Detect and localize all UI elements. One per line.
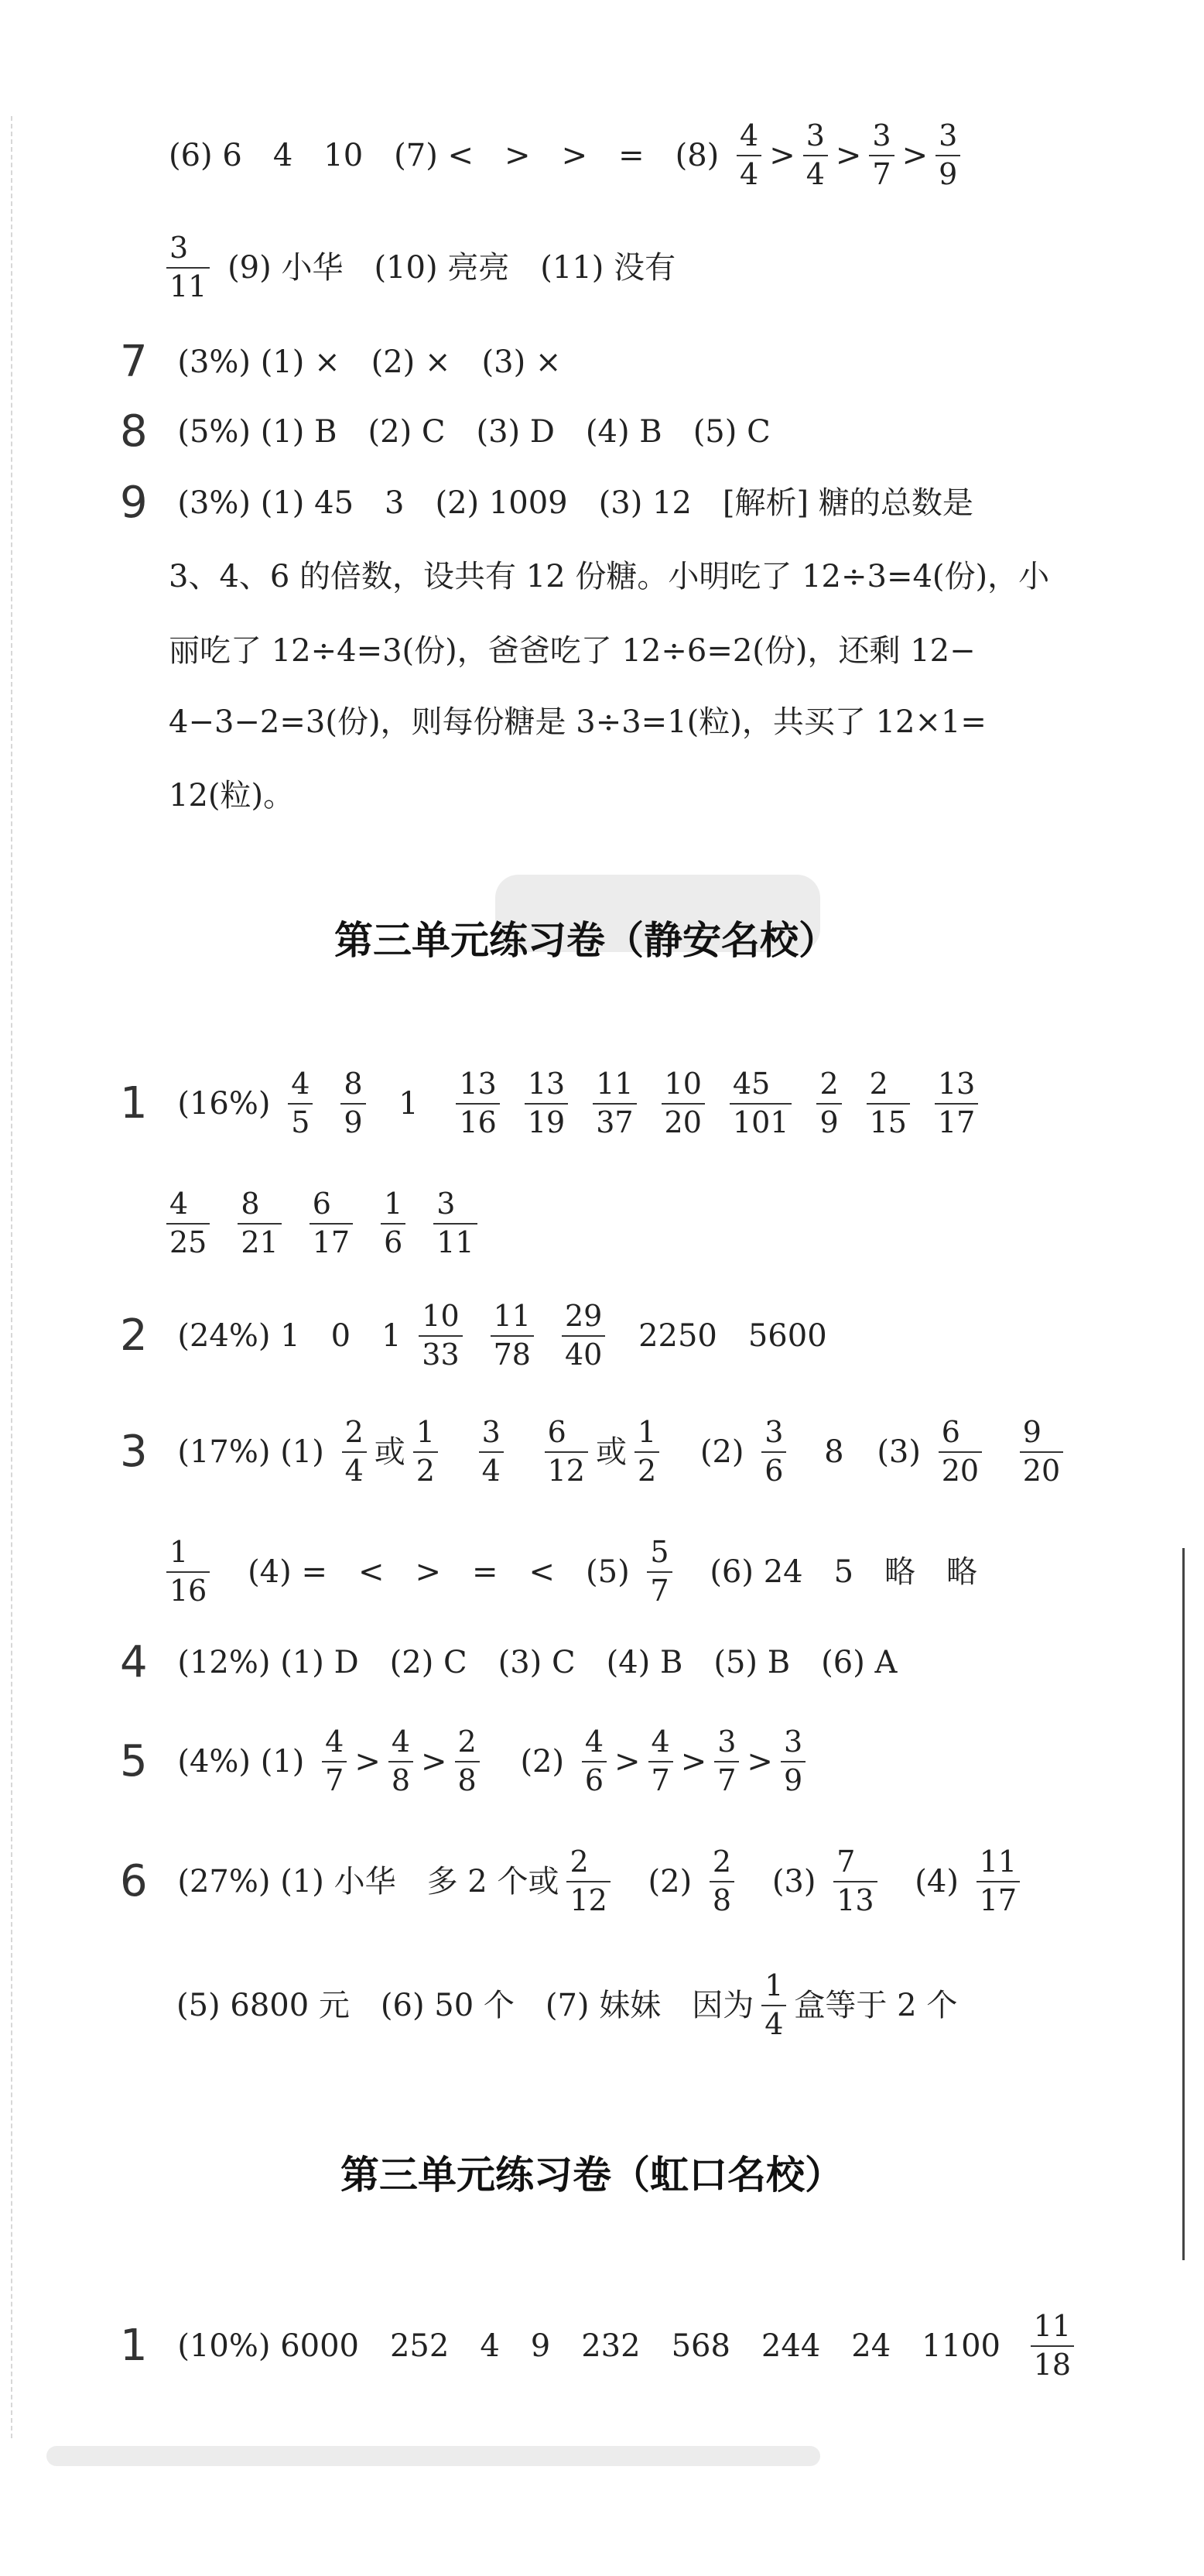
page-edge-line xyxy=(1182,1548,1185,2260)
fraction: $\frac{1}{2}$ xyxy=(634,1416,659,1488)
numerator: 2 xyxy=(819,1067,839,1101)
denominator: 33 xyxy=(422,1337,460,1372)
fraction-bar xyxy=(525,1103,568,1105)
fraction-bar xyxy=(582,1761,607,1762)
denominator: 7 xyxy=(651,1762,670,1797)
numerator: 4 xyxy=(169,1187,189,1221)
numerator: 11 xyxy=(596,1067,634,1101)
fraction-bar xyxy=(662,1103,705,1105)
fraction-chain xyxy=(574,1726,813,1797)
question-3 xyxy=(120,1416,1071,1488)
question-number: 1 xyxy=(120,1077,148,1129)
answer-text: (6) 24 5 略 略 xyxy=(710,1553,978,1590)
denominator: 6 xyxy=(584,1762,604,1797)
fraction xyxy=(714,1726,739,1797)
fraction xyxy=(419,1300,462,1372)
answer-line xyxy=(159,1536,977,1608)
answer-number: 8 xyxy=(824,1434,844,1470)
answer-text: (3%) (1) 45 3 (2) 1009 (3) 12 [解析] 糖的总数是 xyxy=(177,485,973,521)
answer-text: (6) 6 4 10 (7) < > > = (8) xyxy=(169,137,720,173)
fraction: $\frac{7}{13}$ xyxy=(833,1846,877,1917)
numerator: 8 xyxy=(241,1187,260,1221)
greater-than-sign: > xyxy=(614,1743,641,1780)
denominator: 7 xyxy=(717,1762,737,1797)
fraction-bar xyxy=(781,1761,806,1762)
fraction-group xyxy=(159,1188,485,1259)
answer-line xyxy=(159,1188,485,1259)
fraction xyxy=(935,120,960,191)
answer-text: (27%) (1) 小华 多 2 个或 xyxy=(177,1863,559,1899)
denominator: 17 xyxy=(312,1225,351,1259)
denominator: 37 xyxy=(596,1105,634,1139)
fraction xyxy=(737,120,761,191)
fraction: $\frac{3}{4}$ xyxy=(479,1416,504,1488)
numerator: 4 xyxy=(651,1725,670,1759)
numerator: 10 xyxy=(664,1067,702,1101)
fraction xyxy=(288,1068,313,1139)
fraction-bar xyxy=(714,1761,739,1762)
denominator: 8 xyxy=(391,1762,411,1797)
numerator: 29 xyxy=(564,1299,603,1333)
denominator: 8 xyxy=(457,1762,477,1797)
answer-text: 4−3−2=3(份)，则每份糖是 3÷3=1(粒)，共买了 12×1= xyxy=(169,704,987,740)
fraction: $\frac{2}{4}$ xyxy=(342,1416,367,1488)
numerator: 3 xyxy=(717,1725,737,1759)
fraction xyxy=(869,120,894,191)
fraction-bar xyxy=(288,1103,313,1105)
answer-text: (12%) (1) D (2) C (3) C (4) B (5) B (6) A xyxy=(177,1645,898,1680)
fraction-bar xyxy=(388,1761,413,1762)
fraction-bar xyxy=(340,1103,365,1105)
question-number: 3 xyxy=(120,1426,148,1477)
denominator: 4 xyxy=(740,156,759,191)
fraction xyxy=(730,1068,792,1139)
question-9 xyxy=(120,478,973,528)
answer-line xyxy=(159,232,676,303)
numerator: 4 xyxy=(391,1725,411,1759)
answer-text: 12(粒)。 xyxy=(169,778,295,814)
fraction xyxy=(593,1068,636,1139)
fraction-bar xyxy=(867,1103,910,1105)
or-text: 或 xyxy=(374,1434,405,1470)
denominator: 7 xyxy=(325,1762,344,1797)
numerator: 4 xyxy=(325,1725,344,1759)
fraction-bar xyxy=(593,1103,636,1105)
numerator: 3 xyxy=(806,118,825,152)
numerator: 6 xyxy=(312,1187,331,1221)
fraction-bar xyxy=(803,155,828,156)
question-6 xyxy=(120,1846,1028,1917)
numerator: 13 xyxy=(527,1067,566,1101)
answer-line xyxy=(169,704,987,738)
fraction-bar xyxy=(869,155,894,156)
fraction: $\frac{6}{20}$ xyxy=(939,1416,982,1488)
denominator: 25 xyxy=(169,1225,207,1259)
greater-than-sign: > xyxy=(747,1743,773,1780)
fraction: $\frac{11}{18}$ xyxy=(1031,2311,1074,2382)
fraction xyxy=(935,1068,978,1139)
denominator: 9 xyxy=(783,1762,803,1797)
fraction xyxy=(340,1068,365,1139)
fraction: $\frac{2}{8}$ xyxy=(710,1846,734,1917)
question-1 xyxy=(120,1068,986,1139)
answer-text: (2) xyxy=(520,1743,565,1780)
fraction-bar xyxy=(816,1103,841,1105)
fraction-bar xyxy=(310,1223,353,1225)
question-number: 6 xyxy=(120,1855,148,1906)
fraction-bar xyxy=(166,1223,210,1225)
answer-text: (2) xyxy=(699,1434,744,1470)
answer-text: (2) xyxy=(648,1863,693,1899)
denominator: 21 xyxy=(241,1225,279,1259)
numerator: 4 xyxy=(291,1067,310,1101)
numerator: 2 xyxy=(869,1067,888,1101)
denominator: 15 xyxy=(869,1105,907,1139)
greater-than-sign: > xyxy=(421,1743,447,1780)
fraction: $\frac{5}{7}$ xyxy=(647,1536,672,1608)
fraction: $\frac{6}{12}$ xyxy=(545,1416,588,1488)
greater-than-sign: > xyxy=(835,137,862,173)
fraction xyxy=(166,1188,210,1259)
fraction xyxy=(803,120,828,191)
denominator: 7 xyxy=(872,156,891,191)
question-number: 5 xyxy=(120,1735,148,1786)
numerator: 1 xyxy=(384,1187,403,1221)
numerator: 10 xyxy=(422,1299,460,1333)
numerator: 8 xyxy=(344,1067,363,1101)
numerator: 3 xyxy=(872,118,891,152)
denominator: 9 xyxy=(819,1105,839,1139)
question-1 xyxy=(120,2311,1082,2382)
question-7 xyxy=(120,337,562,387)
section-title: 第三单元练习卷（虹口名校） xyxy=(340,2153,843,2197)
fraction-bar xyxy=(381,1223,405,1225)
answer-text: (4) = < > = < (5) xyxy=(248,1553,630,1590)
fraction-bar xyxy=(935,155,960,156)
denominator: 19 xyxy=(527,1105,566,1139)
fraction xyxy=(322,1726,347,1797)
question-5 xyxy=(120,1726,813,1797)
answer-text: 丽吃了 12÷4=3(份)，爸爸吃了 12÷6=2(份)，还剩 12− xyxy=(169,633,976,669)
denominator: 4 xyxy=(806,156,825,191)
answer-line xyxy=(169,120,968,191)
section-title: 第三单元练习卷（静安名校） xyxy=(334,918,837,963)
numerator: 13 xyxy=(937,1067,976,1101)
answer-text: (3) xyxy=(771,1863,816,1899)
greater-than-sign: > xyxy=(769,137,795,173)
numerator: 4 xyxy=(584,1725,604,1759)
fraction xyxy=(867,1068,910,1139)
denominator: 20 xyxy=(664,1105,702,1139)
fraction xyxy=(525,1068,568,1139)
numerator: 11 xyxy=(493,1299,531,1333)
question-number: 1 xyxy=(120,2320,148,2371)
fraction-bar xyxy=(737,155,761,156)
numerator: 4 xyxy=(740,118,759,152)
fraction xyxy=(310,1188,353,1259)
denominator: 78 xyxy=(493,1337,531,1372)
fraction-group xyxy=(280,1068,373,1139)
fraction-bar xyxy=(322,1761,347,1762)
fraction-bar xyxy=(433,1223,477,1225)
numerator: 3 xyxy=(939,118,958,152)
denominator: 9 xyxy=(939,156,958,191)
greater-than-sign: > xyxy=(680,1743,707,1780)
answer-text: (5%) (1) B (2) C (3) D (4) B (5) C xyxy=(177,414,771,450)
question-number: 8 xyxy=(120,406,148,457)
answer-number: 1 xyxy=(398,1085,419,1122)
answer-text: (4%) (1) xyxy=(177,1743,305,1780)
question-4 xyxy=(120,1637,898,1687)
fraction-bar xyxy=(562,1335,605,1337)
question-number: 9 xyxy=(120,478,148,528)
question-number: 4 xyxy=(120,1637,148,1687)
answer-line xyxy=(169,778,295,814)
or-text: 或 xyxy=(595,1434,627,1470)
binding-margin-line xyxy=(11,116,12,2438)
denominator: 6 xyxy=(384,1225,403,1259)
numerator: 3 xyxy=(436,1187,456,1221)
answer-text: 2250 5600 xyxy=(638,1317,827,1354)
answer-text: (24%) 1 0 1 xyxy=(177,1317,402,1354)
fraction: $\frac{1}{16}$ xyxy=(166,1536,210,1608)
question-number: 2 xyxy=(120,1310,148,1361)
fraction xyxy=(662,1068,705,1139)
fraction xyxy=(433,1188,477,1259)
answer-text: 3、4、6 的倍数，设共有 12 份糖。小明吃了 12÷3=4(份)，小 xyxy=(169,559,1050,594)
fraction-bar xyxy=(238,1223,281,1225)
score-percent: (16%) xyxy=(177,1085,271,1122)
answer-text: (5) 6800 元 (6) 50 个 (7) 妹妹 因为 xyxy=(176,1987,754,2023)
numerator: 45 xyxy=(732,1067,771,1101)
denominator: 101 xyxy=(732,1105,789,1139)
fraction-bar xyxy=(935,1103,978,1105)
fraction-bar xyxy=(455,1761,480,1762)
fraction-bar xyxy=(648,1761,673,1762)
fraction-group xyxy=(411,1300,613,1372)
answer-text: (3) xyxy=(877,1434,921,1470)
numerator: 13 xyxy=(459,1067,497,1101)
fraction: $\frac{1}{2}$ xyxy=(413,1416,438,1488)
fraction xyxy=(381,1188,405,1259)
answer-text: (10%) 6000 252 4 9 232 568 244 24 1100 xyxy=(177,2328,1000,2364)
fraction xyxy=(562,1300,605,1372)
fraction-chain xyxy=(314,1726,487,1797)
fraction xyxy=(648,1726,673,1797)
fraction xyxy=(238,1188,281,1259)
answer-text: 盒等于 2 个 xyxy=(794,1987,958,2023)
denominator: 5 xyxy=(291,1105,310,1139)
fraction: $\frac{2}{12}$ xyxy=(566,1846,610,1917)
fraction xyxy=(388,1726,413,1797)
answer-line xyxy=(176,1970,957,2041)
fraction: $\frac{9}{20}$ xyxy=(1020,1416,1063,1488)
fraction xyxy=(816,1068,841,1139)
fraction-group xyxy=(448,1068,986,1139)
answer-text: (3%) (1) × (2) × (3) × xyxy=(177,344,562,380)
greater-than-sign: > xyxy=(901,137,929,173)
fraction-bar xyxy=(491,1335,534,1337)
numerator: 2 xyxy=(457,1725,477,1759)
fraction: $\frac{3}{6}$ xyxy=(761,1416,786,1488)
fraction: $\frac{11}{17}$ xyxy=(977,1846,1020,1917)
denominator: 9 xyxy=(344,1105,363,1139)
answer-text: (9) 小华 (10) 亮亮 (11) 没有 xyxy=(227,249,676,286)
fraction: $\frac{1}{4}$ xyxy=(761,1970,786,2041)
answer-line xyxy=(169,559,1049,592)
question-2 xyxy=(120,1300,827,1372)
fraction-bar xyxy=(419,1335,462,1337)
question-number: 7 xyxy=(120,337,148,387)
fraction xyxy=(582,1726,607,1797)
fraction xyxy=(781,1726,806,1797)
fraction: $\frac{3}{11}$ xyxy=(166,232,210,303)
denominator: 40 xyxy=(564,1337,603,1372)
fraction xyxy=(455,1726,480,1797)
scan-smudge xyxy=(46,2446,820,2466)
fraction xyxy=(491,1300,534,1372)
fraction xyxy=(456,1068,499,1139)
denominator: 17 xyxy=(937,1105,976,1139)
greater-than-sign: > xyxy=(354,1743,381,1780)
question-8 xyxy=(120,406,771,457)
numerator: 3 xyxy=(783,1725,803,1759)
fraction-chain xyxy=(729,120,968,191)
answer-text: (4) xyxy=(915,1863,959,1899)
answer-line xyxy=(169,633,976,669)
denominator: 16 xyxy=(459,1105,497,1139)
denominator: 11 xyxy=(436,1225,474,1259)
answer-text: (17%) (1) xyxy=(177,1434,324,1470)
fraction-bar xyxy=(730,1103,792,1105)
fraction-bar xyxy=(456,1103,499,1105)
